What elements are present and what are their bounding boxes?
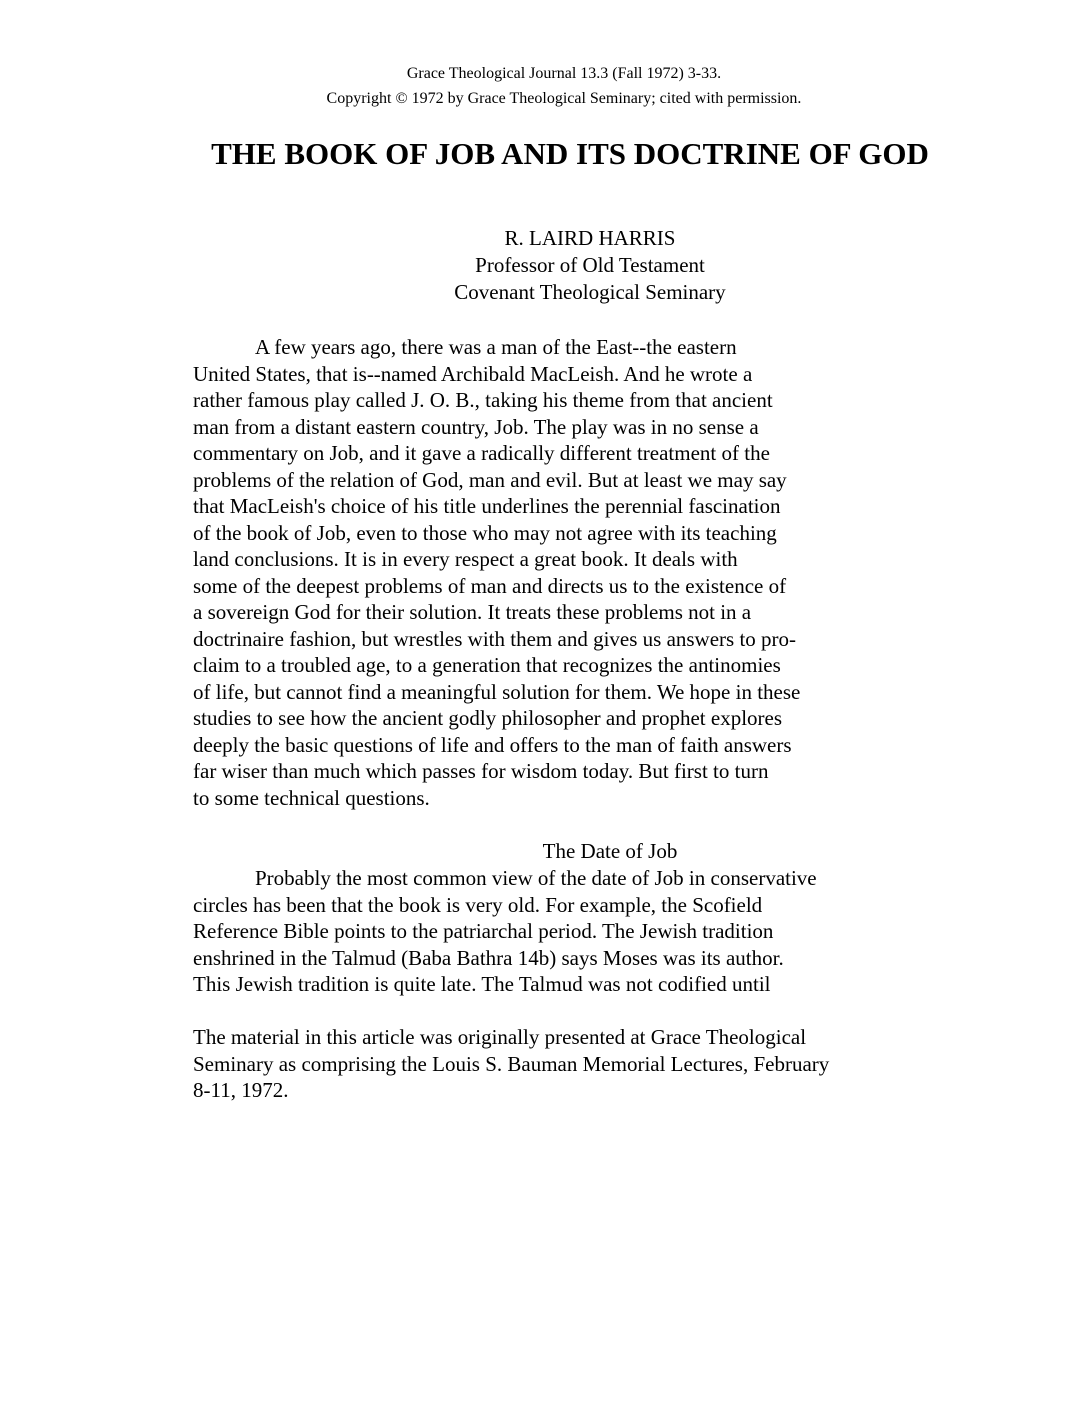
footnote-line: 8-11, 1972. [193, 1078, 289, 1102]
paragraph-line: that MacLeish's choice of his title underlines the perennial fascination [193, 494, 781, 518]
paragraph-line: Probably the most common view of the date of Job in conservative [255, 866, 817, 890]
date-paragraph [193, 865, 817, 998]
intro-paragraph [193, 334, 800, 811]
paragraph-line: United States, that is--named Archibald MacLeish. And he wrote a [193, 361, 753, 386]
paragraph-line: A few years ago, there was a man of the East--the eastern [255, 335, 737, 359]
copyright-notice: Copyright © 1972 by Grace Theological Seminary; cited with permission. [326, 90, 802, 107]
paragraph-line: problems of the relation of God, man and evil. But at least we may say [193, 467, 787, 492]
paragraph-line: doctrinaire fashion, but wrestles with them and gives us answers to pro- [193, 626, 797, 651]
footnote-line: Seminary as comprising the Louis S. Bauman Memorial Lectures, February [193, 1051, 830, 1076]
paragraph-line: of life, but cannot find a meaningful solution for them. We hope in these [193, 679, 801, 704]
paragraph-line: deeply the basic questions of life and offers to the man of faith answers [193, 732, 792, 757]
author-block [380, 225, 800, 306]
author-institution: Covenant Theological Seminary [454, 280, 726, 304]
paragraph-line: to some technical questions. [193, 785, 430, 810]
paragraph-line: some of the deepest problems of man and directs us to the existence of [193, 573, 787, 598]
paragraph-line: man from a distant eastern country, Job. The play was in no sense a [193, 414, 759, 439]
paragraph-line: studies to see how the ancient godly philosopher and prophet explores [193, 706, 783, 730]
paragraph-line: claim to a troubled age, to a generation that recognizes the antinomies [193, 653, 781, 677]
journal-citation: Grace Theological Journal 13.3 (Fall 1972) 3-33. [406, 65, 722, 82]
paragraph-line: of the book of Job, even to those who may not agree with its teaching [193, 520, 777, 545]
paragraph-line: This Jewish tradition is quite late. The Talmud was not codified until [193, 972, 771, 996]
author-position: Professor of Old Testament [475, 253, 705, 277]
paragraph-line: Reference Bible points to the patriarchal period. The Jewish tradition [193, 919, 774, 943]
section-heading-date: The Date of Job [542, 839, 678, 863]
paragraph-line: land conclusions. It is in every respect a great book. It deals with [193, 547, 738, 571]
paragraph-line: far wiser than much which passes for wisdom today. But first to turn [193, 759, 769, 783]
footnote-line: The material in this article was originally presented at Grace Theological [193, 1025, 807, 1049]
paragraph-line: rather famous play called J. O. B., taking his theme from that ancient [193, 388, 773, 412]
paragraph-line: commentary on Job, and it gave a radically different treatment of the [193, 441, 770, 465]
footnote [193, 1024, 829, 1104]
paragraph-line: a sovereign God for their solution. It treats these problems not in a [193, 600, 752, 624]
article-title: THE BOOK OF JOB AND ITS DOCTRINE OF GOD [211, 136, 929, 171]
paragraph-line: circles has been that the book is very old. For example, the Scofield [193, 892, 763, 917]
author-name: R. LAIRD HARRIS [504, 226, 676, 250]
paragraph-line: enshrined in the Talmud (Baba Bathra 14b) says Moses was its author. [193, 945, 784, 970]
